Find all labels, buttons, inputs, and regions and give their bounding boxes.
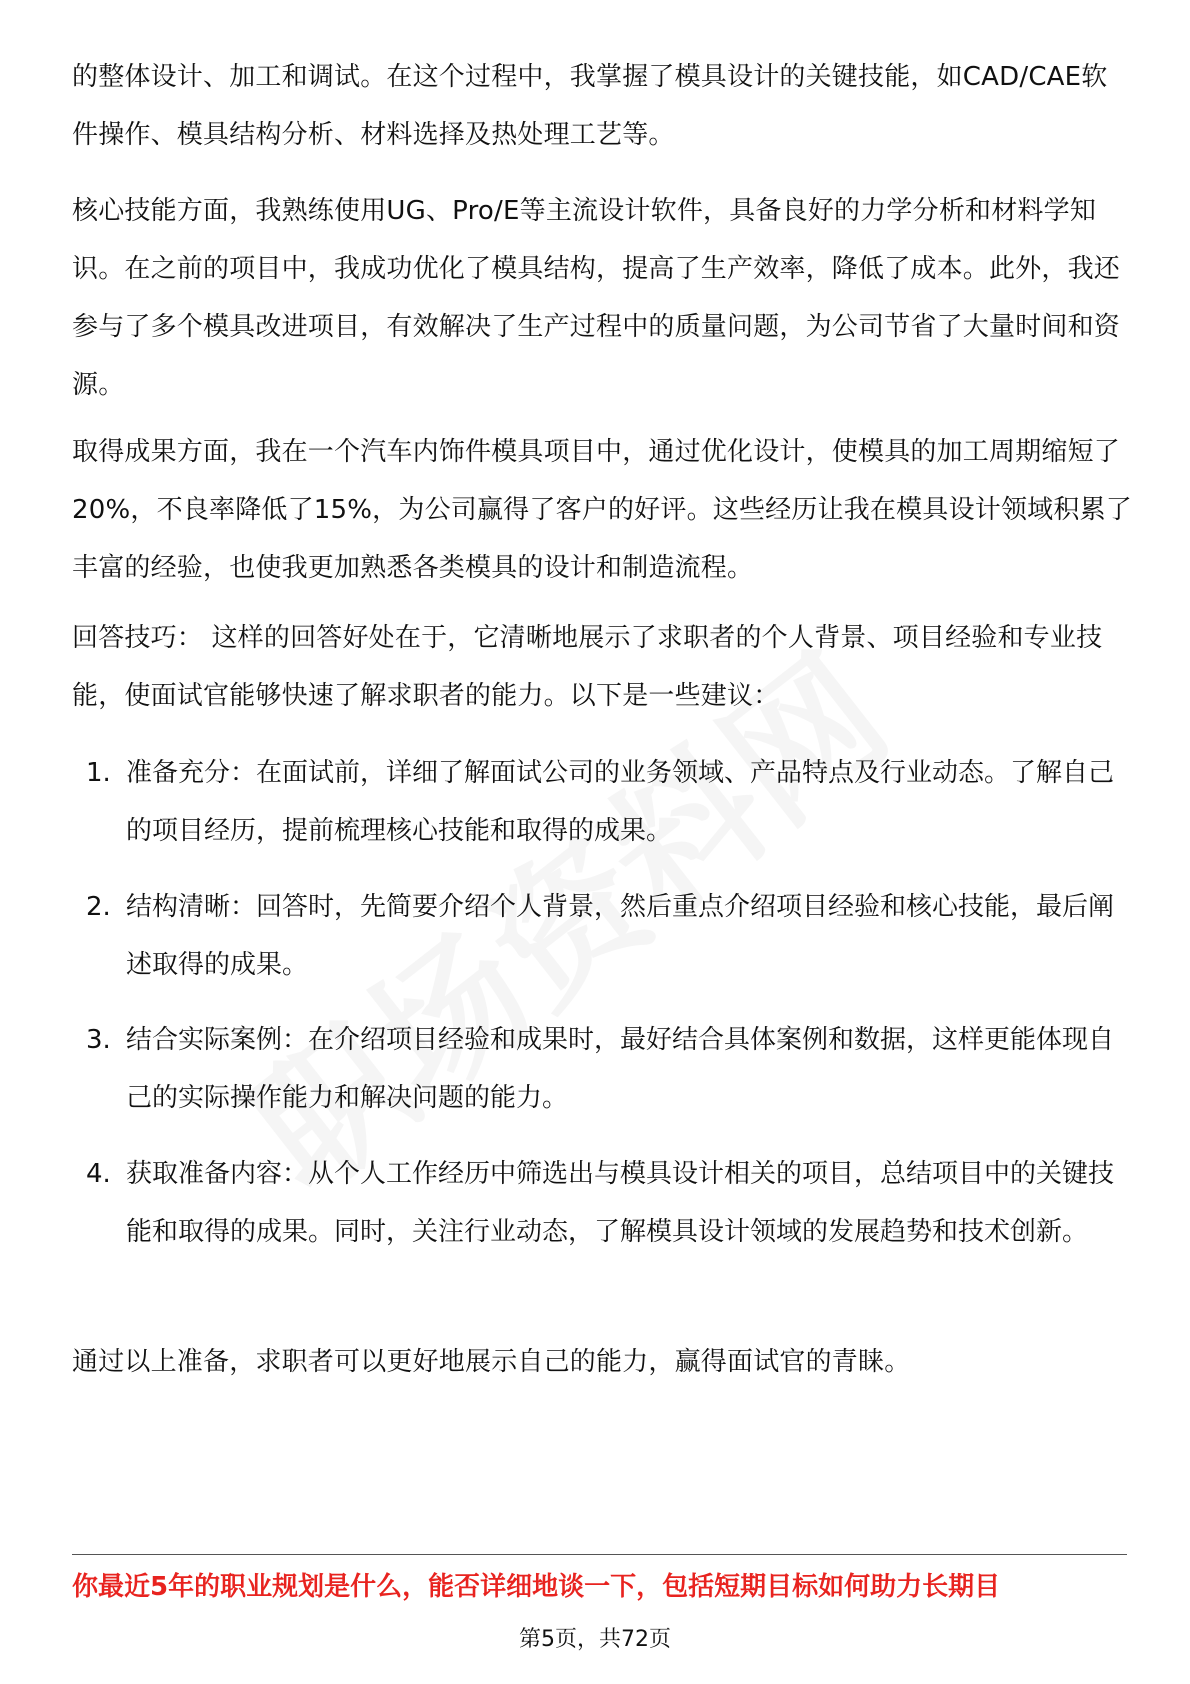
list-item-number: 2.: [86, 892, 111, 922]
page-number-footer: 第5页，共72页: [519, 1627, 671, 1652]
list-item-number: 4.: [86, 1159, 111, 1189]
paragraph-conclusion: 通过以上准备，求职者可以更好地展示自己的能力，赢得面试官的青睐。: [72, 1347, 911, 1377]
paragraph-answer-tips: 回答技巧： 这样的回答好处在于，它清晰地展示了求职者的个人背景、项目经验和专业技能，使面试官能够快速了解求职者的能力。以下是一些建议：: [72, 623, 1103, 711]
list-item-number: 3.: [86, 1025, 111, 1055]
section-divider: [72, 1554, 1127, 1555]
list-item-text: 结合实际案例：在介绍项目经验和成果时，最好结合具体案例和数据，这样更能体现自己的实际操作能力和解决问题的能力。: [126, 1025, 1115, 1113]
next-question-heading: 你最近5年的职业规划是什么，能否详细地谈一下，包括短期目标如何助力长期目: [72, 1572, 1001, 1602]
list-item-text: 结构清晰：回答时，先简要介绍个人背景，然后重点介绍项目经验和核心技能，最后阐述取得的成果。: [126, 892, 1115, 980]
paragraph-core-skills: 核心技能方面，我熟练使用UG、Pro/E等主流设计软件，具备良好的力学分析和材料学知识。在之前的项目中，我成功优化了模具结构，提高了生产效率，降低了成本。此外，我还参与了多个模具改进项目，有效解决了生产过程中的质量问题，为公司节省了大量时间和资源。: [72, 196, 1121, 400]
paragraph-intro: 的整体设计、加工和调试。在这个过程中，我掌握了模具设计的关键技能，如CAD/CAE软件操作、模具结构分析、材料选择及热处理工艺等。: [72, 62, 1108, 150]
list-item-number: 1.: [86, 758, 111, 788]
paragraph-achievements: 取得成果方面，我在一个汽车内饰件模具项目中，通过优化设计，使模具的加工周期缩短了20%，不良率降低了15%，为公司赢得了客户的好评。这些经历让我在模具设计领域积累了丰富的经验，也使我更加熟悉各类模具的设计和制造流程。: [72, 437, 1132, 583]
list-item-text: 获取准备内容：从个人工作经历中筛选出与模具设计相关的项目，总结项目中的关键技能和取得的成果。同时，关注行业动态，了解模具设计领域的发展趋势和技术创新。: [126, 1159, 1115, 1247]
list-item-text: 准备充分：在面试前，详细了解面试公司的业务领域、产品特点及行业动态。了解自己的项目经历，提前梳理核心技能和取得的成果。: [126, 758, 1115, 846]
